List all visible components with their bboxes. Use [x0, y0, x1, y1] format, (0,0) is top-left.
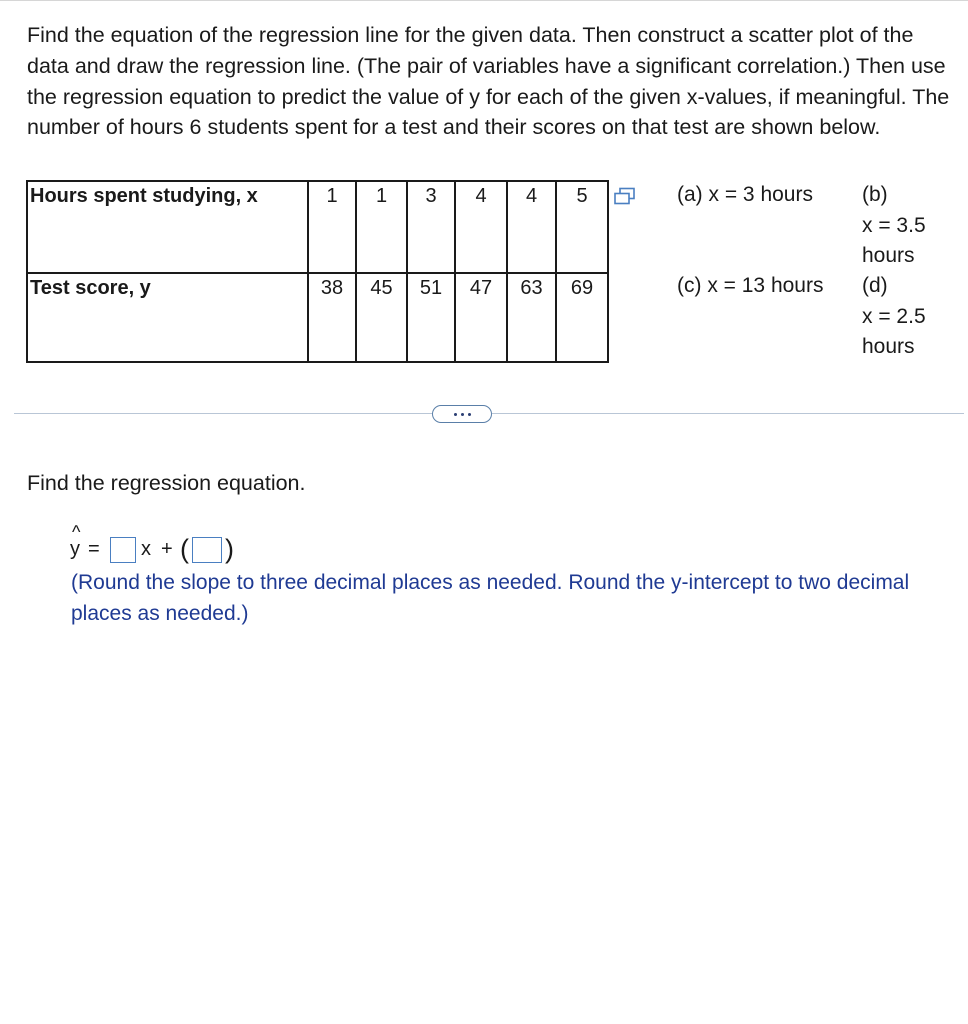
score-cell: 63 — [507, 273, 556, 362]
part-d-label: (d) — [862, 274, 888, 297]
ellipsis-icon — [468, 413, 471, 416]
score-cell: 51 — [407, 273, 455, 362]
part-d-value: x = 2.5 — [862, 304, 926, 328]
part-d-unit: hours — [862, 335, 915, 358]
section-divider-left — [14, 413, 432, 414]
score-label: Test score, y — [27, 273, 308, 362]
question-prompt: Find the regression equation. — [27, 471, 306, 495]
section-divider-right — [492, 413, 964, 414]
hours-cell: 5 — [556, 181, 608, 273]
close-paren: ) — [225, 534, 234, 564]
intercept-input[interactable] — [192, 537, 222, 563]
x-symbol: x — [141, 538, 151, 560]
ellipsis-icon — [454, 413, 457, 416]
hours-cell: 3 — [407, 181, 455, 273]
table-row-scores — [27, 273, 608, 362]
score-cell: 69 — [556, 273, 608, 362]
problem-statement: Find the equation of the regression line for the given data. Then construct a scatter plot of the data and draw the regression line. (The pair of variables have a significant correlation.) Then use the regression equation to predict the value of y for each of the given x-values, if meaningful. The number of hours 6 students spent for a test and their scores on that test are shown below. — [27, 23, 950, 140]
show-more-button[interactable] — [432, 405, 492, 423]
plus-sign: + — [161, 538, 173, 560]
score-cell: 38 — [308, 273, 356, 362]
part-c: (c) x = 13 hours — [677, 274, 824, 297]
table-row-hours — [27, 181, 608, 273]
part-b-label: (b) — [862, 183, 888, 206]
part-b — [862, 180, 952, 272]
hours-cell: 1 — [308, 181, 356, 273]
ellipsis-icon — [461, 413, 464, 416]
y-symbol: y — [70, 538, 80, 560]
part-b-value: x = 3.5 — [862, 213, 926, 237]
copy-icon[interactable] — [613, 187, 637, 207]
open-paren: ( — [180, 534, 189, 564]
part-a: (a) x = 3 hours — [677, 183, 813, 206]
hours-cell: 4 — [507, 181, 556, 273]
hours-cell: 1 — [356, 181, 407, 273]
copy-icon-graphic — [613, 187, 637, 207]
rounding-hint: (Round the slope to three decimal places as needed. Round the y-intercept to two decimal places as needed.) — [71, 571, 910, 625]
hours-label: Hours spent studying, x — [27, 181, 308, 273]
score-cell: 47 — [455, 273, 507, 362]
equals-sign: = — [88, 538, 100, 560]
part-d — [862, 271, 952, 363]
data-table — [26, 180, 609, 363]
hat-symbol: ^ — [72, 522, 81, 542]
score-cell: 45 — [356, 273, 407, 362]
part-b-unit: hours — [862, 244, 915, 267]
top-rule — [0, 0, 968, 1]
slope-input[interactable] — [110, 537, 136, 563]
hours-cell: 4 — [455, 181, 507, 273]
